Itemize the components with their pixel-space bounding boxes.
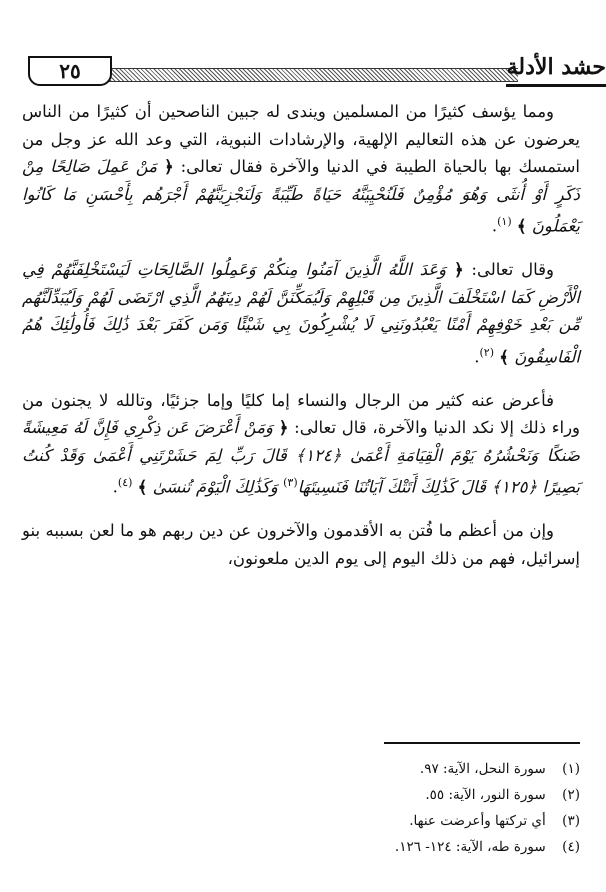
footnote-text: أي تركتها وأعرضت عنها.: [409, 813, 546, 829]
footnote-number: (٤): [562, 839, 580, 855]
quran-verse-continued: وَكَذَٰلِكَ الْيَوْمَ تُنسَىٰ: [152, 477, 278, 497]
paragraph-1: [22, 98, 580, 240]
footnote-reference[interactable]: (٢): [479, 345, 495, 359]
footnote-reference[interactable]: (٤): [117, 476, 133, 489]
footnote-text: سورة النحل، الآية: ٩٧.: [419, 761, 546, 777]
running-title: حشد الأدلة: [506, 50, 606, 87]
main-text: [22, 98, 580, 588]
paragraph-3: [22, 387, 580, 502]
footnote-text: سورة طه، الآية: ١٢٤- ١٢٦.: [394, 839, 546, 855]
footnotes: [180, 756, 580, 860]
paragraph-text: ومما يؤسف كثيرًا من المسلمين ويندى له جبين الناصحين أن كثيرًا من الناس يعرضون عن هذه التعاليم الإلهية، والإرشادات النبوية، التي وعد الله عز وجل من استمسك بها بالحياة الطيبة في الدنيا والآخرة فقال تعالى:: [22, 102, 581, 176]
footnote-reference[interactable]: (١): [497, 215, 512, 228]
quran-open-bracket: ﴿: [164, 157, 174, 176]
paragraph-2: [22, 256, 580, 371]
quran-verse: وَعَدَ اللَّهُ الَّذِينَ آمَنُوا مِنكُمْ وَعَمِلُوا الصَّالِحَاتِ لَيَسْتَخْلِفَنَّهُمْ فِي الْأَرْضِ كَمَا اسْتَخْلَفَ الَّذِينَ مِن قَبْلِهِمْ وَلَيُمَكِّنَنَّ لَهُمْ دِينَهُمُ الَّذِي ارْتَضَى لَهُمْ وَلَيُبَدِّلَنَّهُم مِّن بَعْدِ خَوْفِهِمْ أَمْنًا يَعْبُدُونَنِي لَا يُشْرِكُونَ بِي شَيْئًا وَمَن كَفَرَ بَعْدَ ذَٰلِكَ فَأُولَٰئِكَ هُمُ الْفَاسِقُونَ: [22, 260, 580, 366]
sentence-end: .: [491, 216, 498, 236]
sentence-end: .: [474, 347, 480, 366]
footnote-3: [180, 808, 580, 834]
quran-close-bracket: ﴾: [516, 216, 527, 236]
footnote-text: سورة النور، الآية: ٥٥.: [425, 787, 546, 803]
footnote-divider: [384, 742, 580, 744]
page-number: ٢٥: [28, 56, 112, 86]
paragraph-text: فأعرض عنه كثير من الرجال والنساء إما كليًا وإما جزئيًا، وتالله لا يجنون من وراء ذلك إلا نكد الدنيا والآخرة، قال تعالى:: [22, 390, 580, 437]
quran-close-bracket: ﴾: [499, 347, 509, 366]
paragraph-4: [22, 517, 580, 572]
quran-verse: مَنْ عَمِلَ صَالِحًا مِنْ ذَكَرٍ أَوْ أُنثَى وَهُوَ مُؤْمِنٌ فَلَنُحْيِيَنَّهُ حَيَاةً طَيِّبَةً وَلَنَجْزِيَنَّهُمْ أَجْرَهُم بِأَحْسَنِ مَا كَانُوا يَعْمَلُونَ: [22, 157, 580, 236]
footnote-4: [180, 834, 580, 860]
sentence-end: .: [112, 477, 118, 497]
quran-open-bracket: ﴿: [278, 418, 289, 437]
quran-verse: وَمَنْ أَعْرَضَ عَن ذِكْرِي فَإِنَّ لَهُ مَعِيشَةً ضَنكًا وَنَحْشُرُهُ يَوْمَ الْقِيَامَةِ أَعْمَىٰ ﴿١٢٤﴾ قَالَ رَبِّ لِمَ حَشَرْتَنِي أَعْمَىٰ وَقَدْ كُنتُ بَصِيرًا ﴿١٢٥﴾ قَالَ كَذَٰلِكَ أَتَتْكَ آيَاتُنَا فَنَسِيتَهَا: [22, 418, 580, 497]
footnote-number: (٣): [562, 813, 580, 829]
footnote-reference[interactable]: (٣): [283, 476, 298, 489]
footnote-1: [180, 756, 580, 782]
quran-close-bracket: ﴾: [137, 477, 148, 497]
paragraph-text: وإن من أعظم ما فُتن به الأقدمون والآخرون عن دين ربهم هو ما لعن بسببه بنو إسرائيل، فهم من ذلك اليوم إلى يوم الدين ملعونون،: [22, 521, 580, 568]
paragraph-text: وقال تعالى:: [471, 260, 555, 279]
footnote-number: (٢): [562, 787, 580, 803]
footnote-number: (١): [562, 761, 580, 777]
page-header: [14, 50, 606, 84]
quran-open-bracket: ﴿: [453, 260, 464, 279]
footnote-2: [180, 782, 580, 808]
